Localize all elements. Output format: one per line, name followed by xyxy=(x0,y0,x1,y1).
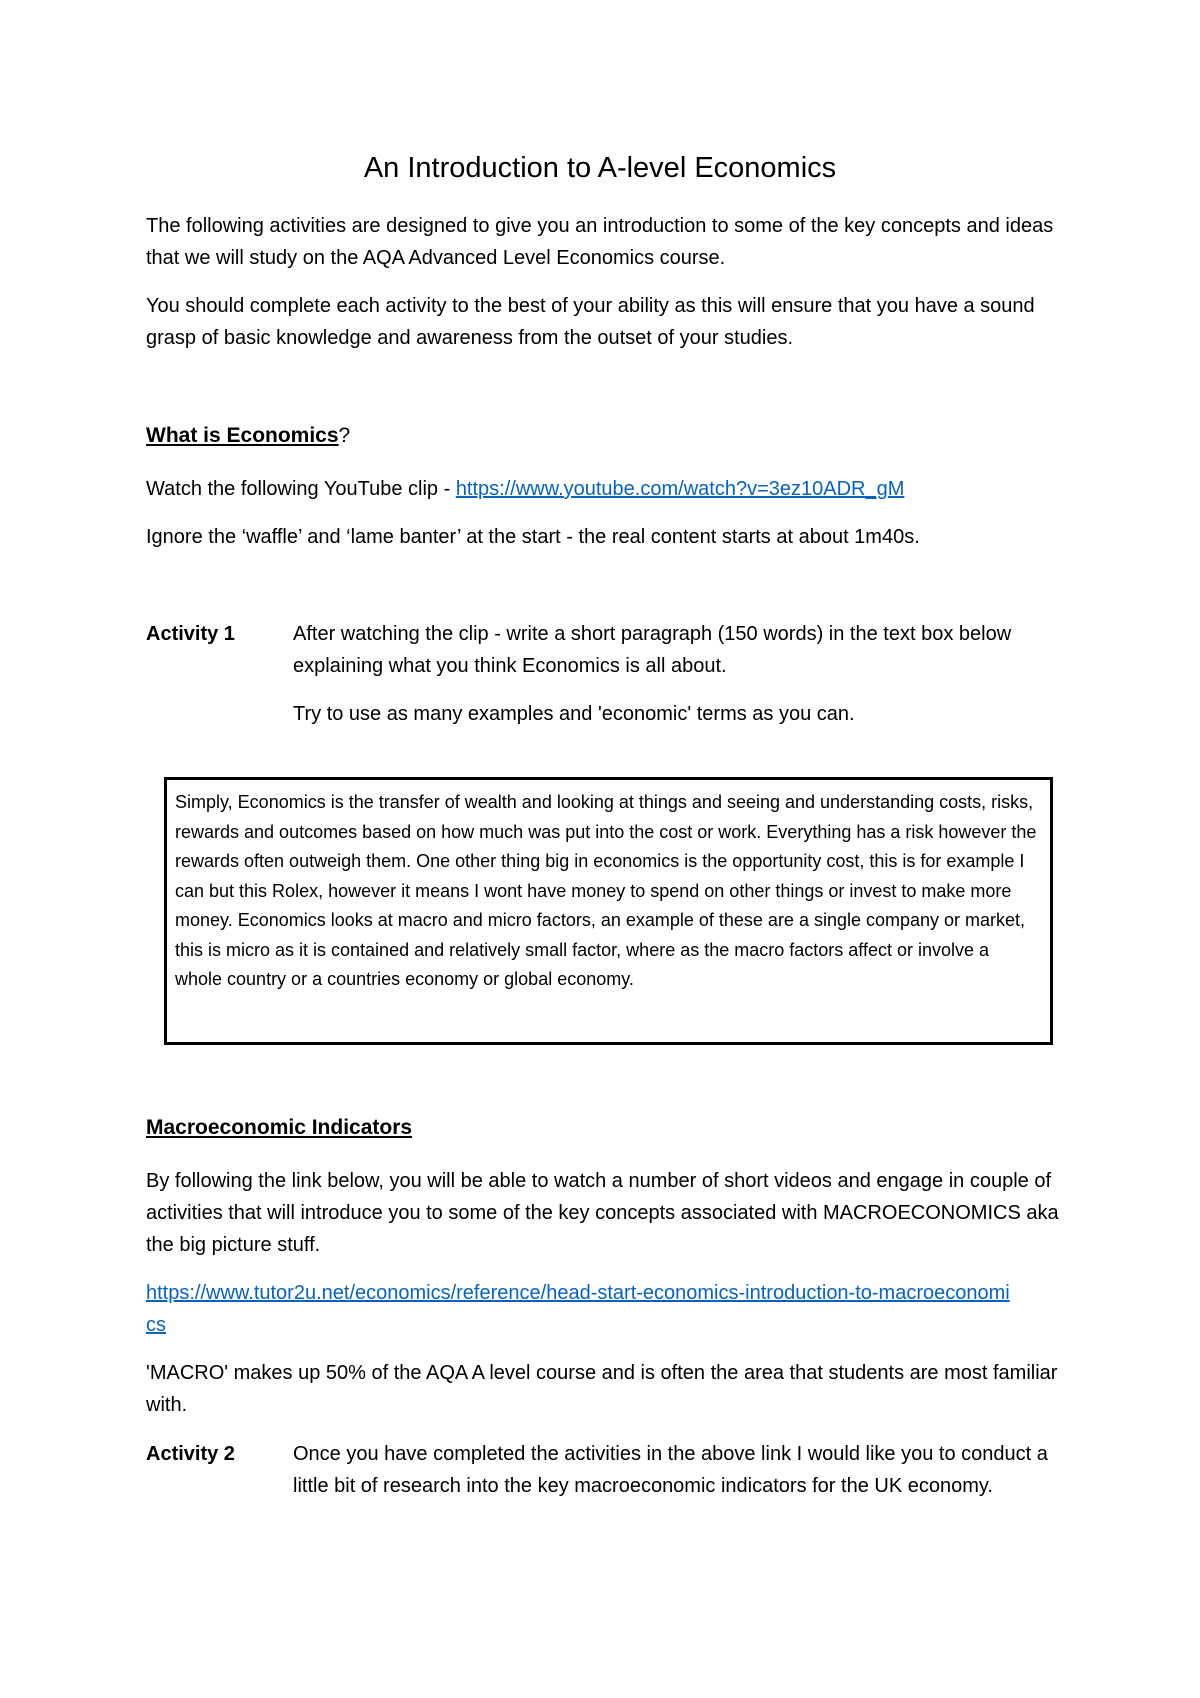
activity-1-label: Activity 1 xyxy=(146,623,235,645)
tutor2u-link-line xyxy=(146,1277,1016,1341)
activity-1-instruction: After watching the clip - write a short paragraph (150 words) in the text box below explaining what you think Economics is all about. xyxy=(293,623,1012,677)
section-heading-what-is-economics xyxy=(146,420,350,452)
activity-1-answer-text: Simply, Economics is the transfer of wealth and looking at things and seeing and understanding costs, risks, rewards and outcomes based on how much was put into the cost or work. Everything has a risk however the rewards often outweigh them. One other thing big in economics is the opportunity cost, this is for example I can but this Rolex, however it means I wont have money to spend on other things or invest to make more money. Economics looks at macro and micro factors, an example of these are a single company or market, this is micro as it is contained and relatively small factor, where as the macro factors affect or involve a whole country or a countries economy or global economy. xyxy=(175,792,1037,989)
tutor2u-link[interactable]: https://www.tutor2u.net/economics/reference/head-start-economics-introduction-to-macroeconomics xyxy=(146,1282,1010,1336)
intro-paragraph-2: You should complete each activity to the best of your ability as this will ensure that you have a sound grasp of basic knowledge and awareness from the outset of your studies. xyxy=(146,295,1035,349)
macro-paragraph-2: 'MACRO' makes up 50% of the AQA A level course and is often the area that students are most familiar with. xyxy=(146,1362,1058,1416)
macro-paragraph-1: By following the link below, you will be able to watch a number of short videos and engage in couple of activities that will introduce you to some of the key concepts associated with MACROECONOMICS aka the big picture stuff. xyxy=(146,1170,1059,1256)
ignore-note: Ignore the ‘waffle’ and ‘lame banter’ at the start - the real content starts at about 1m40s. xyxy=(146,526,920,548)
macro-heading-text: Macroeconomic Indicators xyxy=(146,1116,413,1139)
activity-1-answer-box[interactable] xyxy=(164,777,1053,1045)
section-heading-macroeconomic-indicators xyxy=(146,1112,412,1144)
activity-2-instruction: Once you have completed the activities in the above link I would like you to conduct a little bit of research into the key macroeconomic indicators for the UK economy. xyxy=(293,1443,1048,1497)
section-heading-suffix: ? xyxy=(338,424,351,447)
watch-prefix: Watch the following YouTube clip - xyxy=(146,478,456,500)
activity-1-hint: Try to use as many examples and 'economic' terms as you can. xyxy=(293,703,855,725)
watch-instruction xyxy=(146,473,1076,505)
youtube-link[interactable]: https://www.youtube.com/watch?v=3ez10ADR_gM xyxy=(455,478,905,500)
intro-paragraph-1: The following activities are designed to give you an introduction to some of the key concepts and ideas that we will study on the AQA Advanced Level Economics course. xyxy=(146,215,1054,269)
activity-2-label: Activity 2 xyxy=(146,1443,235,1465)
section-heading-text: What is Economics xyxy=(146,424,339,447)
page-title: An Introduction to A-level Economics xyxy=(363,152,837,184)
